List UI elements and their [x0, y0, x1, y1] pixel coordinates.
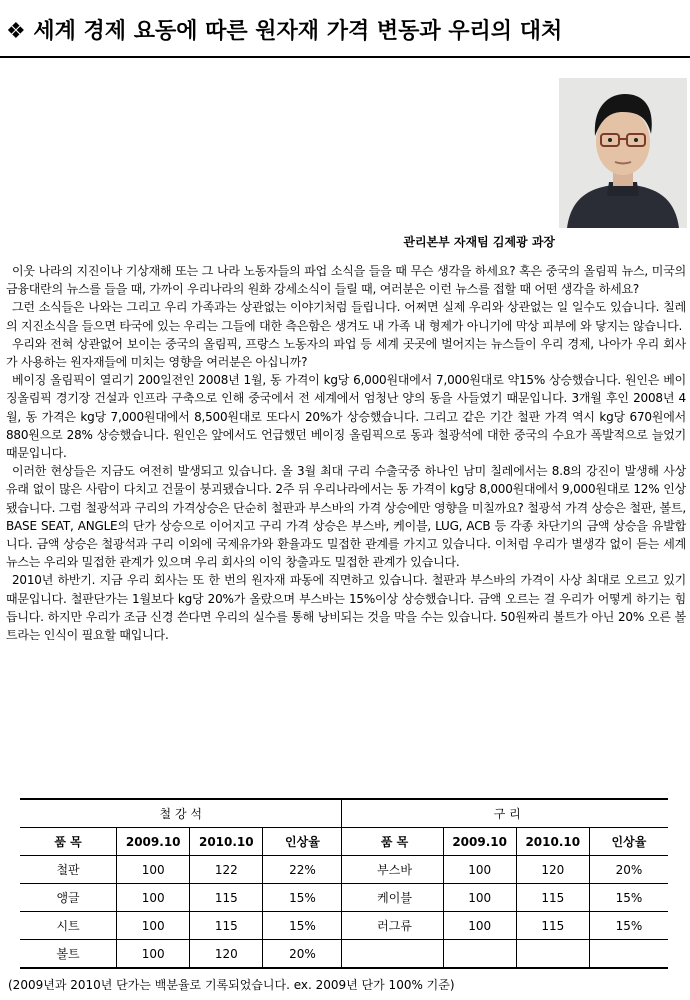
cell: 앵글: [56, 891, 80, 905]
cell: 시트: [56, 919, 80, 933]
cell: 115: [190, 912, 263, 940]
paragraph-1: 이웃 나라의 지진이나 기상재해 또는 그 나라 노동자들의 파업 소식을 들을 때 무슨 생각을 하세요? 혹은 중국의 올림픽 뉴스, 미국의 금융대란의 뉴스를 들을 때, 가까이 우리나라의 원화 강세소식이 들릴 때, 여러분은 이런 뉴스를 접할 때 어떤 생각을 하세요?: [6, 264, 686, 297]
cell: 122: [190, 856, 263, 884]
cell: 20%: [263, 940, 342, 969]
article-body: [6, 262, 686, 644]
cell: 15%: [589, 912, 668, 940]
cell: 15%: [263, 912, 342, 940]
price-table: [20, 798, 668, 969]
cell: 115: [516, 884, 589, 912]
col-item: 품 목: [346, 828, 443, 856]
paragraph-6: 2010년 하반기. 지금 우리 회사는 또 한 번의 원자재 파동에 직면하고 있습니다. 철판과 부스바의 가격이 사상 최대로 오르고 있기 때문입니다. 철판단가는 1월보다 kg당 20%가 올랐으며 부스바는 15%이상 상승했습니다. 금액 오르는 걸 우리가 어떻게 하기는 힘듭니다. 하지만 우리가 조금 신경 쓴다면 우리의 실수를 통해 낭비되는 것을 막을 수는 있습니다. 50원짜리 볼트가 아닌 20% 오른 볼트라는 인식이 필요할 때입니다.: [6, 573, 686, 643]
cell: 120: [516, 856, 589, 884]
cell: 20%: [589, 856, 668, 884]
cell: 100: [443, 856, 516, 884]
cell: 115: [190, 884, 263, 912]
paragraph-3: 우리와 전혀 상관없어 보이는 중국의 올림픽, 프랑스 노동자의 파업 등 세계 곳곳에 벌어지는 뉴스들이 우리 경제, 나아가 우리 회사가 사용하는 원자재들에 미치는 영향을 여러분은 아십니까?: [6, 336, 686, 370]
cell: 100: [117, 912, 190, 940]
cell: [443, 940, 516, 969]
cell: 100: [117, 884, 190, 912]
table-row: [20, 940, 668, 969]
cell: 115: [516, 912, 589, 940]
paragraph-2: 그런 소식들은 나와는 그리고 우리 가족과는 상관없는 이야기처럼 들립니다. 어쩌면 실제 우리와 상관없는 일 일수도 있습니다. 칠레의 지진소식을 들으면 타국에 있는 우리는 그들에 대한 측은함은 생겨도 내 가족 내 형제가 아니기에 막상 피부에 와 닿지는 않습니다.: [6, 300, 686, 333]
title-divider: [0, 56, 690, 58]
cell: 100: [443, 912, 516, 940]
table-row: [20, 912, 668, 940]
cell: [516, 940, 589, 969]
col-2009: 2009.10: [117, 828, 190, 856]
author-portrait-image: [559, 78, 687, 228]
cell: 철판: [56, 863, 80, 877]
col-2010: 2010.10: [516, 828, 589, 856]
author-caption: 관리본부 자재팀 김제광 과장: [403, 235, 555, 249]
cell: 22%: [263, 856, 342, 884]
cell: 100: [443, 884, 516, 912]
col-2009: 2009.10: [443, 828, 516, 856]
cell: 100: [117, 940, 190, 969]
paragraph-4: 베이징 올림픽이 열리기 200일전인 2008년 1월, 동 가격이 kg당 6,000원대에서 7,000원대로 약15% 상승했습니다. 원인은 베이징올림픽 경기장 건설과 인프라 구축으로 인해 중국에서 전 세계에서 엄청난 양의 동을 사들였기 때문입니다. 3개월 후인 2008년 4월, 동 가격은 kg당 7,000원대에서 8,500원대로 또다시 20%가 상승했습니다. 그리고 같은 기간 철판 가격 역시 kg당 670원에서 880원으로 28% 상승했습니다. 원인은 앞에서도 언급했던 베이징 올림픽으로 동과 철광석에 대한 중국의 수요가 폭발적으로 늘었기 때문입니다.: [6, 373, 686, 461]
cell: 15%: [263, 884, 342, 912]
cell: [346, 940, 443, 969]
table-row: [20, 884, 668, 912]
col-rate: 인상율: [589, 828, 668, 856]
cell: 15%: [589, 884, 668, 912]
article-title: ❖ 세계 경제 요동에 따른 원자재 가격 변동과 우리의 대처: [6, 19, 563, 44]
cell: 부스바: [377, 863, 412, 877]
table-group-header: [20, 799, 668, 828]
table-column-header: [20, 828, 668, 856]
cell: [589, 940, 668, 969]
group-copper: 구 리: [493, 807, 521, 821]
cell: 러그류: [377, 919, 412, 933]
cell: 볼트: [56, 947, 80, 961]
cell: 케이블: [377, 891, 412, 905]
col-rate: 인상율: [263, 828, 342, 856]
col-item: 품 목: [20, 828, 117, 856]
group-steel: 철 강 석: [159, 807, 202, 821]
cell: 120: [190, 940, 263, 969]
paragraph-5: 이러한 현상들은 지금도 여전히 발생되고 있습니다. 올 3월 최대 구리 수출국중 하나인 남미 칠레에서는 8.8의 강진이 발생해 사상 유래 없이 많은 사람이 다치고 건물이 붕괴됐습니다. 2주 뒤 우리나라에서는 동 가격이 kg당 8,000원대에서 9,000원대로 12% 인상됐습니다. 그럼 철광석과 구리의 가격상승은 단순히 철판과 부스바의 가격 상승에만 영향을 미칠까요? 철광석 가격 상승은 철판, 볼트, BASE SEAT, ANGLE의 단가 상승으로 이어지고 구리 가격 상승은 부스바, 케이블, LUG, ACB 등 각종 차단기의 금액 상승을 유발합니다. 금액 상승은 철광석과 구리 이외에 국제유가와 환율과도 밀접한 관계를 가지고 있습니다. 이처럼 우리가 별생각 없이 듣는 세계뉴스는 우리와 밀접한 관계가 있으며 우리 회사의 이익 창출과도 밀접한 관계가 있습니다.: [6, 464, 686, 570]
cell: 100: [117, 856, 190, 884]
col-2010: 2010.10: [190, 828, 263, 856]
author-photo: [559, 78, 687, 228]
table-footnote: (2009년과 2010년 단가는 백분율로 기록되었습니다. ex. 2009년 단가 100% 기준): [8, 978, 455, 992]
table-row: [20, 856, 668, 884]
